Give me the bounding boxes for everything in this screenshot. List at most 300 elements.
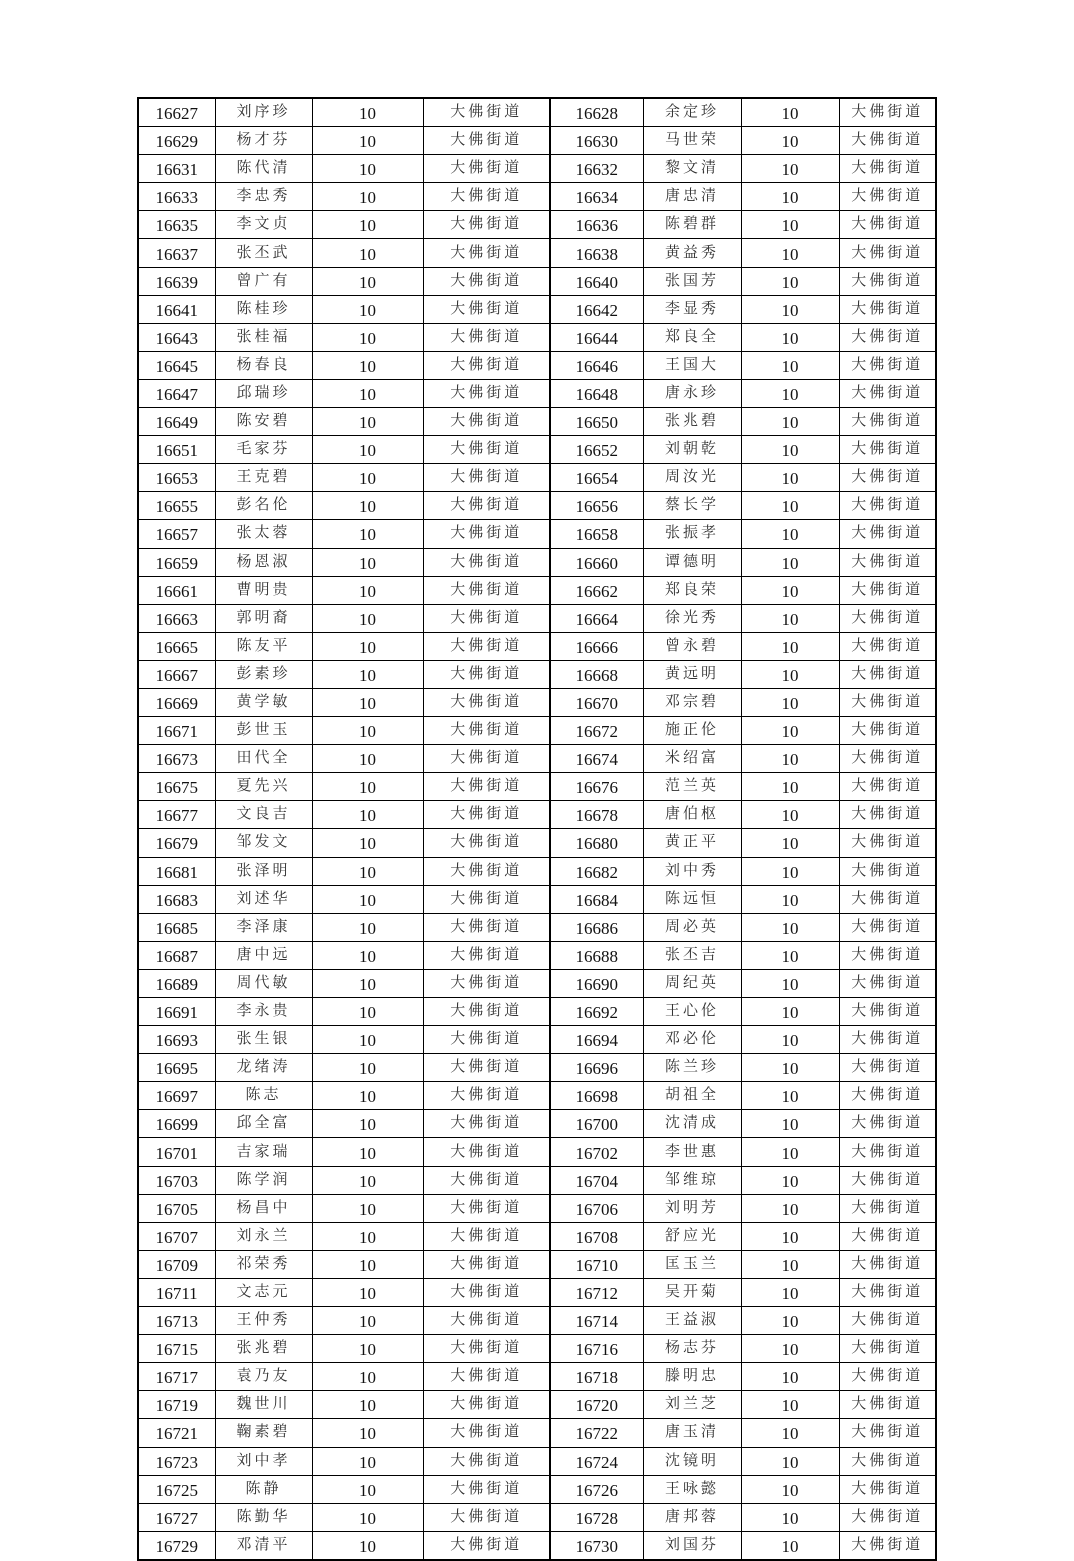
cell-name: 陈兰珍 [643, 1054, 741, 1082]
cell-id: 16715 [138, 1335, 215, 1363]
cell-street: 大佛街道 [423, 604, 550, 632]
cell-street: 大佛街道 [423, 1278, 550, 1306]
cell-id: 16677 [138, 801, 215, 829]
cell-name: 陈友平 [215, 632, 312, 660]
cell-name: 黄远明 [643, 660, 741, 688]
cell-id: 16683 [138, 885, 215, 913]
cell-amount: 10 [312, 1307, 423, 1335]
cell-id: 16634 [550, 183, 643, 211]
table-row [138, 1391, 936, 1419]
cell-id: 16725 [138, 1475, 215, 1503]
cell-id: 16659 [138, 548, 215, 576]
cell-id: 16722 [550, 1419, 643, 1447]
cell-amount: 10 [741, 632, 839, 660]
cell-street: 大佛街道 [839, 1447, 936, 1475]
cell-amount: 10 [312, 1391, 423, 1419]
cell-street: 大佛街道 [839, 155, 936, 183]
cell-name: 邹发文 [215, 829, 312, 857]
cell-amount: 10 [741, 1026, 839, 1054]
cell-id: 16654 [550, 464, 643, 492]
cell-amount: 10 [312, 436, 423, 464]
cell-amount: 10 [312, 1138, 423, 1166]
cell-street: 大佛街道 [839, 98, 936, 127]
cell-amount: 10 [312, 548, 423, 576]
cell-amount: 10 [312, 1278, 423, 1306]
cell-id: 16711 [138, 1278, 215, 1306]
cell-street: 大佛街道 [423, 1194, 550, 1222]
table-row [138, 1166, 936, 1194]
cell-street: 大佛街道 [839, 801, 936, 829]
cell-id: 16645 [138, 351, 215, 379]
cell-id: 16717 [138, 1363, 215, 1391]
table-row [138, 969, 936, 997]
cell-name: 周代敏 [215, 969, 312, 997]
table-row [138, 632, 936, 660]
cell-name: 邹维琼 [643, 1166, 741, 1194]
table-row [138, 1194, 936, 1222]
cell-street: 大佛街道 [423, 1166, 550, 1194]
table-row [138, 773, 936, 801]
cell-street: 大佛街道 [839, 717, 936, 745]
table-row [138, 604, 936, 632]
cell-amount: 10 [312, 1503, 423, 1531]
cell-amount: 10 [312, 1419, 423, 1447]
cell-id: 16635 [138, 211, 215, 239]
cell-id: 16657 [138, 520, 215, 548]
cell-amount: 10 [312, 155, 423, 183]
cell-amount: 10 [741, 408, 839, 436]
cell-name: 王心伦 [643, 998, 741, 1026]
cell-street: 大佛街道 [839, 239, 936, 267]
cell-id: 16720 [550, 1391, 643, 1419]
cell-street: 大佛街道 [423, 660, 550, 688]
cell-amount: 10 [312, 351, 423, 379]
cell-id: 16721 [138, 1419, 215, 1447]
cell-amount: 10 [741, 464, 839, 492]
cell-name: 王克碧 [215, 464, 312, 492]
cell-street: 大佛街道 [423, 688, 550, 716]
cell-amount: 10 [741, 1082, 839, 1110]
cell-street: 大佛街道 [423, 773, 550, 801]
table-row [138, 183, 936, 211]
cell-amount: 10 [312, 688, 423, 716]
cell-street: 大佛街道 [423, 885, 550, 913]
cell-name: 沈镜明 [643, 1447, 741, 1475]
cell-id: 16691 [138, 998, 215, 1026]
cell-id: 16667 [138, 660, 215, 688]
cell-amount: 10 [741, 857, 839, 885]
cell-id: 16730 [550, 1531, 643, 1560]
cell-name: 张泽明 [215, 857, 312, 885]
cell-name: 刘序珍 [215, 98, 312, 127]
cell-id: 16704 [550, 1166, 643, 1194]
cell-amount: 10 [741, 351, 839, 379]
cell-street: 大佛街道 [839, 295, 936, 323]
cell-id: 16697 [138, 1082, 215, 1110]
cell-street: 大佛街道 [839, 660, 936, 688]
cell-name: 李忠秀 [215, 183, 312, 211]
cell-id: 16666 [550, 632, 643, 660]
cell-name: 夏先兴 [215, 773, 312, 801]
cell-name: 邱瑞珍 [215, 379, 312, 407]
cell-street: 大佛街道 [839, 492, 936, 520]
table-row [138, 1138, 936, 1166]
cell-id: 16693 [138, 1026, 215, 1054]
cell-street: 大佛街道 [423, 1391, 550, 1419]
cell-street: 大佛街道 [839, 1475, 936, 1503]
cell-amount: 10 [741, 1054, 839, 1082]
cell-id: 16672 [550, 717, 643, 745]
cell-id: 16712 [550, 1278, 643, 1306]
cell-id: 16707 [138, 1222, 215, 1250]
table-row [138, 211, 936, 239]
table-row [138, 436, 936, 464]
cell-name: 周必英 [643, 913, 741, 941]
cell-name: 刘永兰 [215, 1222, 312, 1250]
cell-street: 大佛街道 [839, 1082, 936, 1110]
cell-id: 16641 [138, 295, 215, 323]
cell-amount: 10 [312, 183, 423, 211]
cell-street: 大佛街道 [423, 632, 550, 660]
cell-name: 唐永珍 [643, 379, 741, 407]
cell-amount: 10 [312, 295, 423, 323]
cell-id: 16727 [138, 1503, 215, 1531]
cell-street: 大佛街道 [839, 1391, 936, 1419]
cell-street: 大佛街道 [423, 351, 550, 379]
cell-amount: 10 [741, 604, 839, 632]
cell-amount: 10 [741, 1335, 839, 1363]
cell-street: 大佛街道 [423, 998, 550, 1026]
cell-name: 陈代清 [215, 155, 312, 183]
table-row [138, 745, 936, 773]
cell-name: 杨昌中 [215, 1194, 312, 1222]
cell-name: 舒应光 [643, 1222, 741, 1250]
cell-name: 张丕武 [215, 239, 312, 267]
cell-amount: 10 [312, 660, 423, 688]
table-row [138, 239, 936, 267]
cell-name: 毛家芬 [215, 436, 312, 464]
cell-street: 大佛街道 [839, 998, 936, 1026]
cell-street: 大佛街道 [839, 632, 936, 660]
cell-amount: 10 [312, 941, 423, 969]
cell-id: 16651 [138, 436, 215, 464]
cell-name: 陈远恒 [643, 885, 741, 913]
cell-id: 16628 [550, 98, 643, 127]
cell-amount: 10 [741, 941, 839, 969]
cell-street: 大佛街道 [423, 1082, 550, 1110]
cell-name: 唐忠清 [643, 183, 741, 211]
cell-id: 16627 [138, 98, 215, 127]
cell-id: 16714 [550, 1307, 643, 1335]
cell-amount: 10 [312, 998, 423, 1026]
cell-id: 16681 [138, 857, 215, 885]
cell-amount: 10 [312, 239, 423, 267]
cell-name: 张国芳 [643, 267, 741, 295]
cell-name: 曾永碧 [643, 632, 741, 660]
cell-amount: 10 [741, 745, 839, 773]
cell-name: 唐伯枢 [643, 801, 741, 829]
cell-id: 16664 [550, 604, 643, 632]
cell-amount: 10 [741, 1138, 839, 1166]
cell-id: 16637 [138, 239, 215, 267]
cell-name: 李显秀 [643, 295, 741, 323]
cell-name: 李永贵 [215, 998, 312, 1026]
cell-id: 16658 [550, 520, 643, 548]
cell-street: 大佛街道 [839, 408, 936, 436]
cell-name: 唐玉清 [643, 1419, 741, 1447]
cell-street: 大佛街道 [423, 717, 550, 745]
cell-amount: 10 [312, 857, 423, 885]
cell-id: 16719 [138, 1391, 215, 1419]
cell-id: 16647 [138, 379, 215, 407]
cell-id: 16643 [138, 323, 215, 351]
cell-name: 祁荣秀 [215, 1250, 312, 1278]
cell-name: 唐中远 [215, 941, 312, 969]
cell-street: 大佛街道 [839, 829, 936, 857]
cell-id: 16630 [550, 127, 643, 155]
cell-street: 大佛街道 [423, 464, 550, 492]
cell-street: 大佛街道 [423, 913, 550, 941]
cell-name: 吉家瑞 [215, 1138, 312, 1166]
cell-street: 大佛街道 [423, 379, 550, 407]
table-body [138, 98, 936, 1560]
cell-amount: 10 [741, 155, 839, 183]
cell-name: 胡祖全 [643, 1082, 741, 1110]
cell-street: 大佛街道 [423, 1138, 550, 1166]
table-row [138, 660, 936, 688]
cell-name: 沈清成 [643, 1110, 741, 1138]
cell-street: 大佛街道 [423, 1419, 550, 1447]
cell-amount: 10 [312, 323, 423, 351]
cell-id: 16703 [138, 1166, 215, 1194]
cell-id: 16642 [550, 295, 643, 323]
cell-street: 大佛街道 [839, 688, 936, 716]
cell-amount: 10 [312, 267, 423, 295]
table-row [138, 941, 936, 969]
cell-amount: 10 [312, 211, 423, 239]
cell-street: 大佛街道 [423, 801, 550, 829]
cell-amount: 10 [741, 211, 839, 239]
table-row [138, 1447, 936, 1475]
cell-street: 大佛街道 [423, 941, 550, 969]
cell-street: 大佛街道 [423, 295, 550, 323]
cell-name: 刘中秀 [643, 857, 741, 885]
cell-amount: 10 [312, 1082, 423, 1110]
cell-name: 唐邦蓉 [643, 1503, 741, 1531]
cell-amount: 10 [741, 436, 839, 464]
cell-id: 16701 [138, 1138, 215, 1166]
table-row [138, 379, 936, 407]
cell-amount: 10 [741, 1531, 839, 1560]
table-row [138, 1363, 936, 1391]
cell-amount: 10 [741, 295, 839, 323]
roster-table [137, 97, 937, 1561]
cell-name: 施正伦 [643, 717, 741, 745]
cell-street: 大佛街道 [839, 913, 936, 941]
cell-name: 王益淑 [643, 1307, 741, 1335]
cell-street: 大佛街道 [839, 1110, 936, 1138]
cell-name: 黎文清 [643, 155, 741, 183]
cell-amount: 10 [312, 745, 423, 773]
cell-id: 16636 [550, 211, 643, 239]
cell-id: 16726 [550, 1475, 643, 1503]
cell-street: 大佛街道 [839, 1250, 936, 1278]
cell-amount: 10 [312, 1363, 423, 1391]
cell-id: 16705 [138, 1194, 215, 1222]
cell-id: 16728 [550, 1503, 643, 1531]
cell-amount: 10 [741, 183, 839, 211]
cell-street: 大佛街道 [839, 941, 936, 969]
cell-id: 16674 [550, 745, 643, 773]
cell-street: 大佛街道 [423, 1531, 550, 1560]
cell-name: 陈志 [215, 1082, 312, 1110]
cell-id: 16660 [550, 548, 643, 576]
cell-street: 大佛街道 [839, 745, 936, 773]
cell-street: 大佛街道 [423, 155, 550, 183]
cell-name: 吴开菊 [643, 1278, 741, 1306]
cell-name: 黄正平 [643, 829, 741, 857]
table-row [138, 520, 936, 548]
cell-amount: 10 [312, 1166, 423, 1194]
cell-amount: 10 [741, 801, 839, 829]
cell-name: 杨恩淑 [215, 548, 312, 576]
cell-amount: 10 [312, 576, 423, 604]
cell-name: 邓清平 [215, 1531, 312, 1560]
cell-name: 匡玉兰 [643, 1250, 741, 1278]
cell-amount: 10 [312, 717, 423, 745]
cell-name: 滕明忠 [643, 1363, 741, 1391]
cell-street: 大佛街道 [839, 127, 936, 155]
table-row [138, 492, 936, 520]
cell-street: 大佛街道 [839, 885, 936, 913]
cell-id: 16706 [550, 1194, 643, 1222]
cell-street: 大佛街道 [423, 1335, 550, 1363]
cell-id: 16648 [550, 379, 643, 407]
cell-id: 16680 [550, 829, 643, 857]
cell-id: 16670 [550, 688, 643, 716]
cell-name: 陈静 [215, 1475, 312, 1503]
cell-street: 大佛街道 [839, 267, 936, 295]
cell-name: 邱全富 [215, 1110, 312, 1138]
cell-street: 大佛街道 [423, 183, 550, 211]
cell-amount: 10 [741, 548, 839, 576]
cell-id: 16676 [550, 773, 643, 801]
cell-amount: 10 [741, 660, 839, 688]
cell-id: 16713 [138, 1307, 215, 1335]
cell-amount: 10 [312, 1054, 423, 1082]
cell-street: 大佛街道 [839, 436, 936, 464]
cell-amount: 10 [741, 1363, 839, 1391]
table-row [138, 857, 936, 885]
cell-name: 王仲秀 [215, 1307, 312, 1335]
cell-id: 16663 [138, 604, 215, 632]
cell-name: 徐光秀 [643, 604, 741, 632]
cell-amount: 10 [312, 773, 423, 801]
cell-name: 范兰英 [643, 773, 741, 801]
cell-street: 大佛街道 [839, 464, 936, 492]
cell-amount: 10 [312, 98, 423, 127]
cell-id: 16716 [550, 1335, 643, 1363]
cell-street: 大佛街道 [839, 1138, 936, 1166]
cell-id: 16646 [550, 351, 643, 379]
table-row [138, 913, 936, 941]
cell-id: 16673 [138, 745, 215, 773]
cell-name: 李文贞 [215, 211, 312, 239]
cell-name: 张桂福 [215, 323, 312, 351]
cell-street: 大佛街道 [423, 323, 550, 351]
cell-amount: 10 [312, 829, 423, 857]
table-row [138, 1503, 936, 1531]
cell-amount: 10 [741, 1391, 839, 1419]
cell-name: 刘朝乾 [643, 436, 741, 464]
cell-id: 16631 [138, 155, 215, 183]
cell-street: 大佛街道 [839, 1363, 936, 1391]
cell-name: 曾广有 [215, 267, 312, 295]
cell-name: 李泽康 [215, 913, 312, 941]
cell-street: 大佛街道 [423, 548, 550, 576]
cell-amount: 10 [312, 1447, 423, 1475]
cell-street: 大佛街道 [839, 1503, 936, 1531]
table-row [138, 1419, 936, 1447]
cell-amount: 10 [741, 1222, 839, 1250]
cell-id: 16696 [550, 1054, 643, 1082]
cell-amount: 10 [741, 127, 839, 155]
cell-id: 16695 [138, 1054, 215, 1082]
cell-amount: 10 [741, 1503, 839, 1531]
cell-id: 16644 [550, 323, 643, 351]
cell-id: 16679 [138, 829, 215, 857]
cell-amount: 10 [741, 998, 839, 1026]
cell-amount: 10 [741, 829, 839, 857]
cell-name: 蔡长学 [643, 492, 741, 520]
cell-street: 大佛街道 [423, 267, 550, 295]
cell-street: 大佛街道 [839, 379, 936, 407]
cell-street: 大佛街道 [423, 1222, 550, 1250]
table-row [138, 688, 936, 716]
cell-id: 16700 [550, 1110, 643, 1138]
cell-street: 大佛街道 [423, 1110, 550, 1138]
cell-amount: 10 [741, 969, 839, 997]
cell-street: 大佛街道 [423, 1475, 550, 1503]
cell-name: 周纪英 [643, 969, 741, 997]
cell-name: 刘国芬 [643, 1531, 741, 1560]
cell-name: 陈碧群 [643, 211, 741, 239]
cell-amount: 10 [312, 492, 423, 520]
cell-id: 16650 [550, 408, 643, 436]
cell-street: 大佛街道 [423, 520, 550, 548]
cell-street: 大佛街道 [423, 1447, 550, 1475]
cell-street: 大佛街道 [839, 211, 936, 239]
cell-name: 魏世川 [215, 1391, 312, 1419]
table-row [138, 801, 936, 829]
cell-id: 16671 [138, 717, 215, 745]
cell-street: 大佛街道 [839, 773, 936, 801]
cell-street: 大佛街道 [423, 436, 550, 464]
cell-amount: 10 [741, 239, 839, 267]
table-row [138, 885, 936, 913]
cell-street: 大佛街道 [423, 1026, 550, 1054]
cell-street: 大佛街道 [423, 127, 550, 155]
table-row [138, 464, 936, 492]
cell-street: 大佛街道 [839, 323, 936, 351]
cell-amount: 10 [312, 1222, 423, 1250]
cell-amount: 10 [741, 1166, 839, 1194]
cell-street: 大佛街道 [423, 211, 550, 239]
cell-amount: 10 [741, 1194, 839, 1222]
cell-street: 大佛街道 [839, 1278, 936, 1306]
cell-name: 文良吉 [215, 801, 312, 829]
cell-id: 16686 [550, 913, 643, 941]
